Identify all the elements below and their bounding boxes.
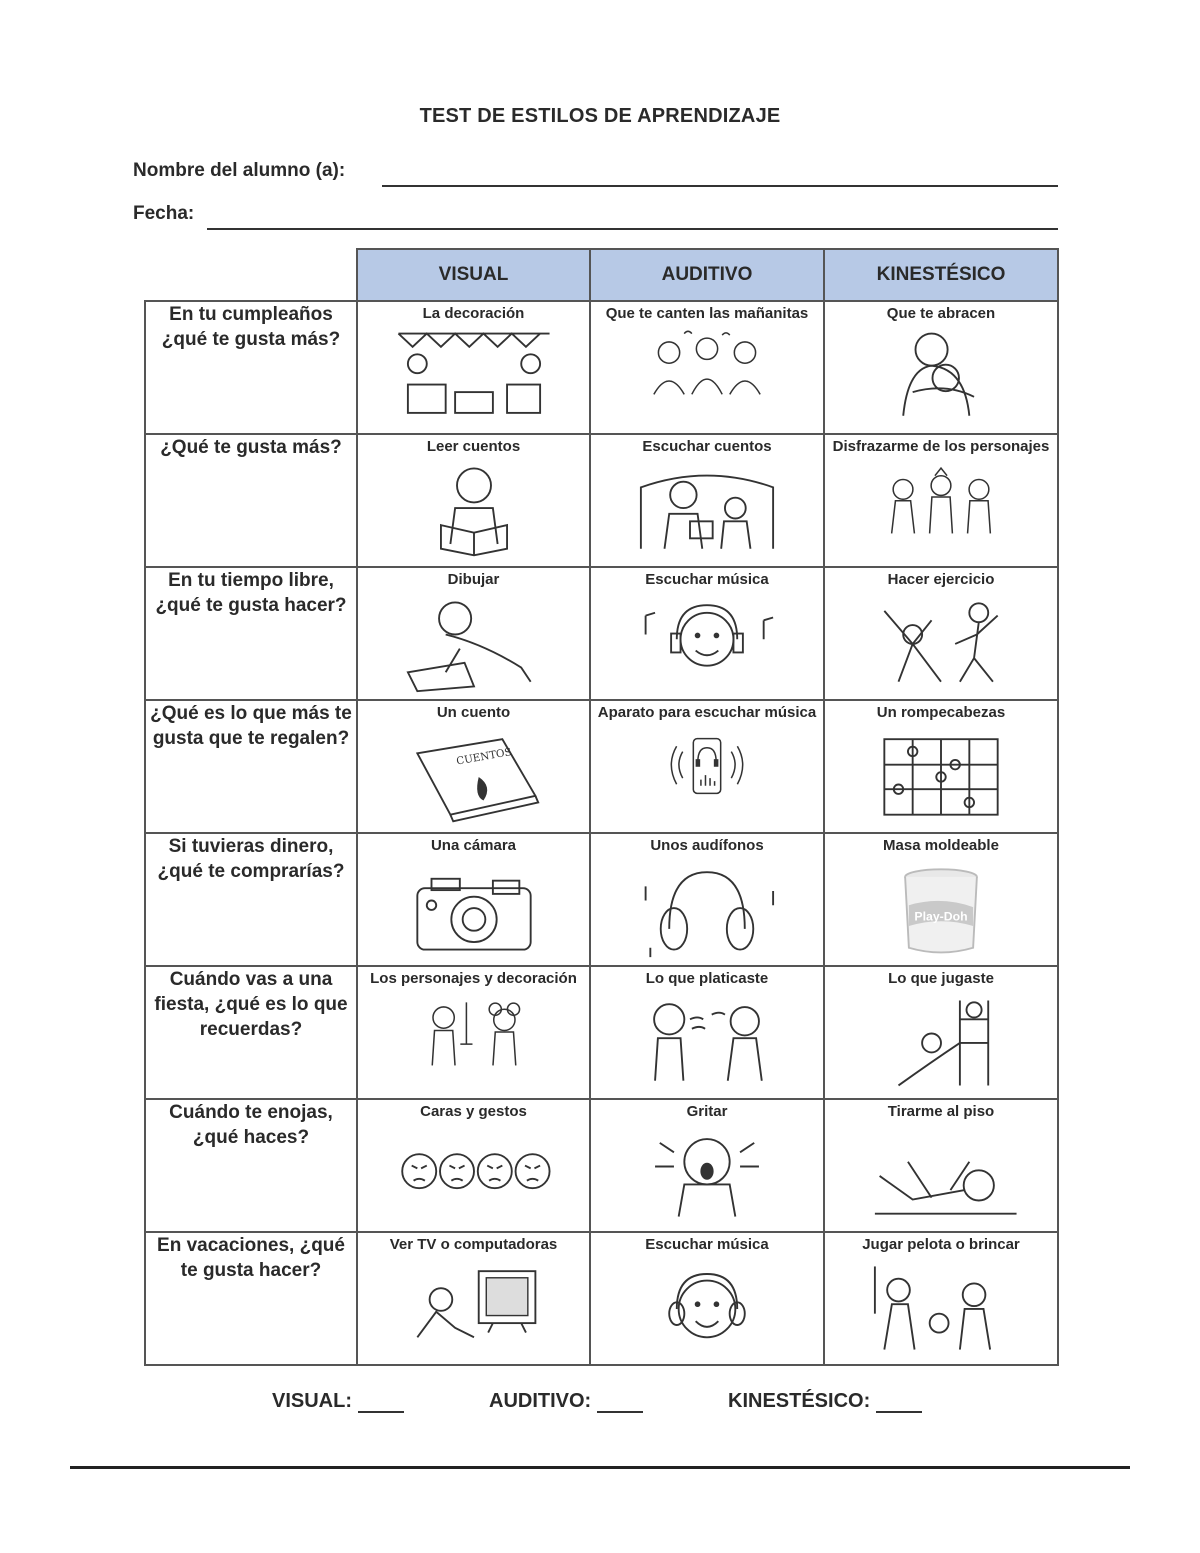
total-kinestesico-label: KINESTÉSICO:	[728, 1390, 871, 1412]
table-header-row	[145, 249, 1058, 301]
option-visual[interactable]	[357, 567, 590, 700]
header-auditivo: AUDITIVO	[590, 249, 824, 301]
total-visual-blank[interactable]	[358, 1393, 404, 1413]
header-visual: VISUAL	[357, 249, 590, 301]
option-auditivo[interactable]	[590, 833, 824, 966]
table-row	[145, 567, 1058, 700]
option-kinestesico[interactable]	[824, 700, 1058, 833]
student-name-field[interactable]	[382, 185, 1058, 187]
option-label: Leer cuentos	[426, 438, 521, 455]
option-label: Unos audífonos	[650, 837, 764, 854]
question-cell: En tu tiempo libre, ¿qué te gusta hacer?	[145, 567, 357, 700]
exercise-icon	[851, 592, 1031, 694]
option-label: Escuchar música	[645, 571, 769, 588]
table-row	[145, 966, 1058, 1099]
question-cell: Si tuvieras dinero, ¿qué te comprarías?	[145, 833, 357, 966]
shouting-child-icon	[617, 1124, 797, 1226]
question-cell: Cuándo vas a una fiesta, ¿qué es lo que recuerdas?	[145, 966, 357, 1099]
option-label: Aparato para escuchar música	[597, 704, 817, 721]
children-talking-icon	[617, 991, 797, 1093]
table-row	[145, 1099, 1058, 1232]
option-label: Ver TV o computadoras	[389, 1236, 558, 1253]
option-label: Escuchar música	[645, 1236, 769, 1253]
option-label: Dibujar	[447, 571, 500, 588]
option-visual[interactable]	[357, 966, 590, 1099]
hug-icon	[851, 326, 1031, 428]
total-kinestesico-blank[interactable]	[876, 1393, 922, 1413]
option-visual[interactable]	[357, 1099, 590, 1232]
option-visual[interactable]	[357, 833, 590, 966]
question-cell: Cuándo te enojas, ¿qué haces?	[145, 1099, 357, 1232]
student-name-label: Nombre del alumno (a):	[133, 160, 346, 181]
camera-icon	[384, 858, 564, 960]
header-corner	[145, 249, 357, 301]
storybook-icon	[384, 725, 564, 827]
total-visual	[272, 1390, 404, 1413]
child-headphones-icon	[617, 592, 797, 694]
option-label: Los personajes y decoración	[370, 970, 577, 987]
option-label: Gritar	[686, 1103, 728, 1120]
option-label: Caras y gestos	[420, 1103, 527, 1120]
option-label: Disfrazarme de los personajes	[832, 438, 1050, 455]
total-auditivo-label: AUDITIVO:	[489, 1390, 592, 1412]
svg-text:Play-Doh: Play-Doh	[914, 909, 968, 924]
question-cell: ¿Qué es lo que más te gusta que te regalen?	[145, 700, 357, 833]
listening-story-icon	[617, 459, 797, 561]
total-auditivo	[489, 1390, 643, 1413]
option-auditivo[interactable]	[590, 301, 824, 434]
table-row	[145, 700, 1058, 833]
option-label: Que te abracen	[886, 305, 996, 322]
option-auditivo[interactable]	[590, 434, 824, 567]
option-kinestesico[interactable]	[824, 1232, 1058, 1365]
option-label: Hacer ejercicio	[887, 571, 995, 588]
music-phone-icon	[617, 725, 797, 807]
option-auditivo[interactable]	[590, 1232, 824, 1365]
tantrum-floor-icon	[851, 1124, 1031, 1226]
option-label: Masa moldeable	[883, 837, 999, 854]
play-dough-icon	[851, 858, 1031, 960]
option-visual[interactable]	[357, 1232, 590, 1365]
child-music-icon	[617, 1257, 797, 1359]
party-decoration-icon	[384, 326, 564, 428]
bottom-rule	[70, 1466, 1130, 1469]
option-label: La decoración	[422, 305, 525, 322]
page-title: TEST DE ESTILOS DE APRENDIZAJE	[419, 105, 781, 127]
kids-playing-ball-icon	[851, 1257, 1031, 1359]
puzzle-icon	[851, 725, 1031, 827]
option-visual[interactable]	[357, 700, 590, 833]
option-visual[interactable]	[357, 434, 590, 567]
option-kinestesico[interactable]	[824, 301, 1058, 434]
option-label: Tirarme al piso	[887, 1103, 995, 1120]
svg-text:CUENTOS: CUENTOS	[454, 746, 513, 768]
learning-styles-table	[144, 248, 1059, 1366]
option-auditivo[interactable]	[590, 700, 824, 833]
option-auditivo[interactable]	[590, 966, 824, 1099]
option-kinestesico[interactable]	[824, 833, 1058, 966]
table-row	[145, 833, 1058, 966]
header-kinestesico: KINESTÉSICO	[824, 249, 1058, 301]
option-label: Que te canten las mañanitas	[605, 305, 809, 322]
total-auditivo-blank[interactable]	[597, 1393, 643, 1413]
option-kinestesico[interactable]	[824, 1099, 1058, 1232]
date-field[interactable]	[207, 228, 1058, 230]
option-visual[interactable]	[357, 301, 590, 434]
option-label: Jugar pelota o brincar	[862, 1236, 1020, 1253]
total-visual-label: VISUAL:	[272, 1390, 352, 1412]
total-kinestesico	[728, 1390, 922, 1413]
headphones-icon	[617, 858, 797, 960]
party-characters-icon	[384, 991, 564, 1073]
child-tv-icon	[384, 1257, 564, 1359]
option-kinestesico[interactable]	[824, 434, 1058, 567]
option-label: Un rompecabezas	[876, 704, 1006, 721]
question-cell: En tu cumpleaños ¿qué te gusta más?	[145, 301, 357, 434]
date-label: Fecha:	[133, 203, 195, 224]
option-auditivo[interactable]	[590, 567, 824, 700]
question-cell: ¿Qué te gusta más?	[145, 434, 357, 567]
singing-children-icon	[617, 326, 797, 408]
option-label: Lo que jugaste	[888, 970, 994, 987]
costumes-icon	[851, 459, 1031, 541]
table-row	[145, 1232, 1058, 1365]
option-label: Un cuento	[436, 704, 511, 721]
option-label: Lo que platicaste	[645, 970, 769, 987]
table-row	[145, 301, 1058, 434]
option-kinestesico[interactable]	[824, 567, 1058, 700]
option-label: Una cámara	[430, 837, 517, 854]
child-drawing-icon	[384, 592, 564, 694]
option-label: Escuchar cuentos	[642, 438, 772, 455]
child-reading-icon	[384, 459, 564, 561]
slide-playground-icon	[851, 991, 1031, 1093]
option-auditivo[interactable]	[590, 1099, 824, 1232]
option-kinestesico[interactable]	[824, 966, 1058, 1099]
question-cell: En vacaciones, ¿qué te gusta hacer?	[145, 1232, 357, 1365]
angry-faces-icon	[384, 1124, 564, 1226]
table-row	[145, 434, 1058, 567]
